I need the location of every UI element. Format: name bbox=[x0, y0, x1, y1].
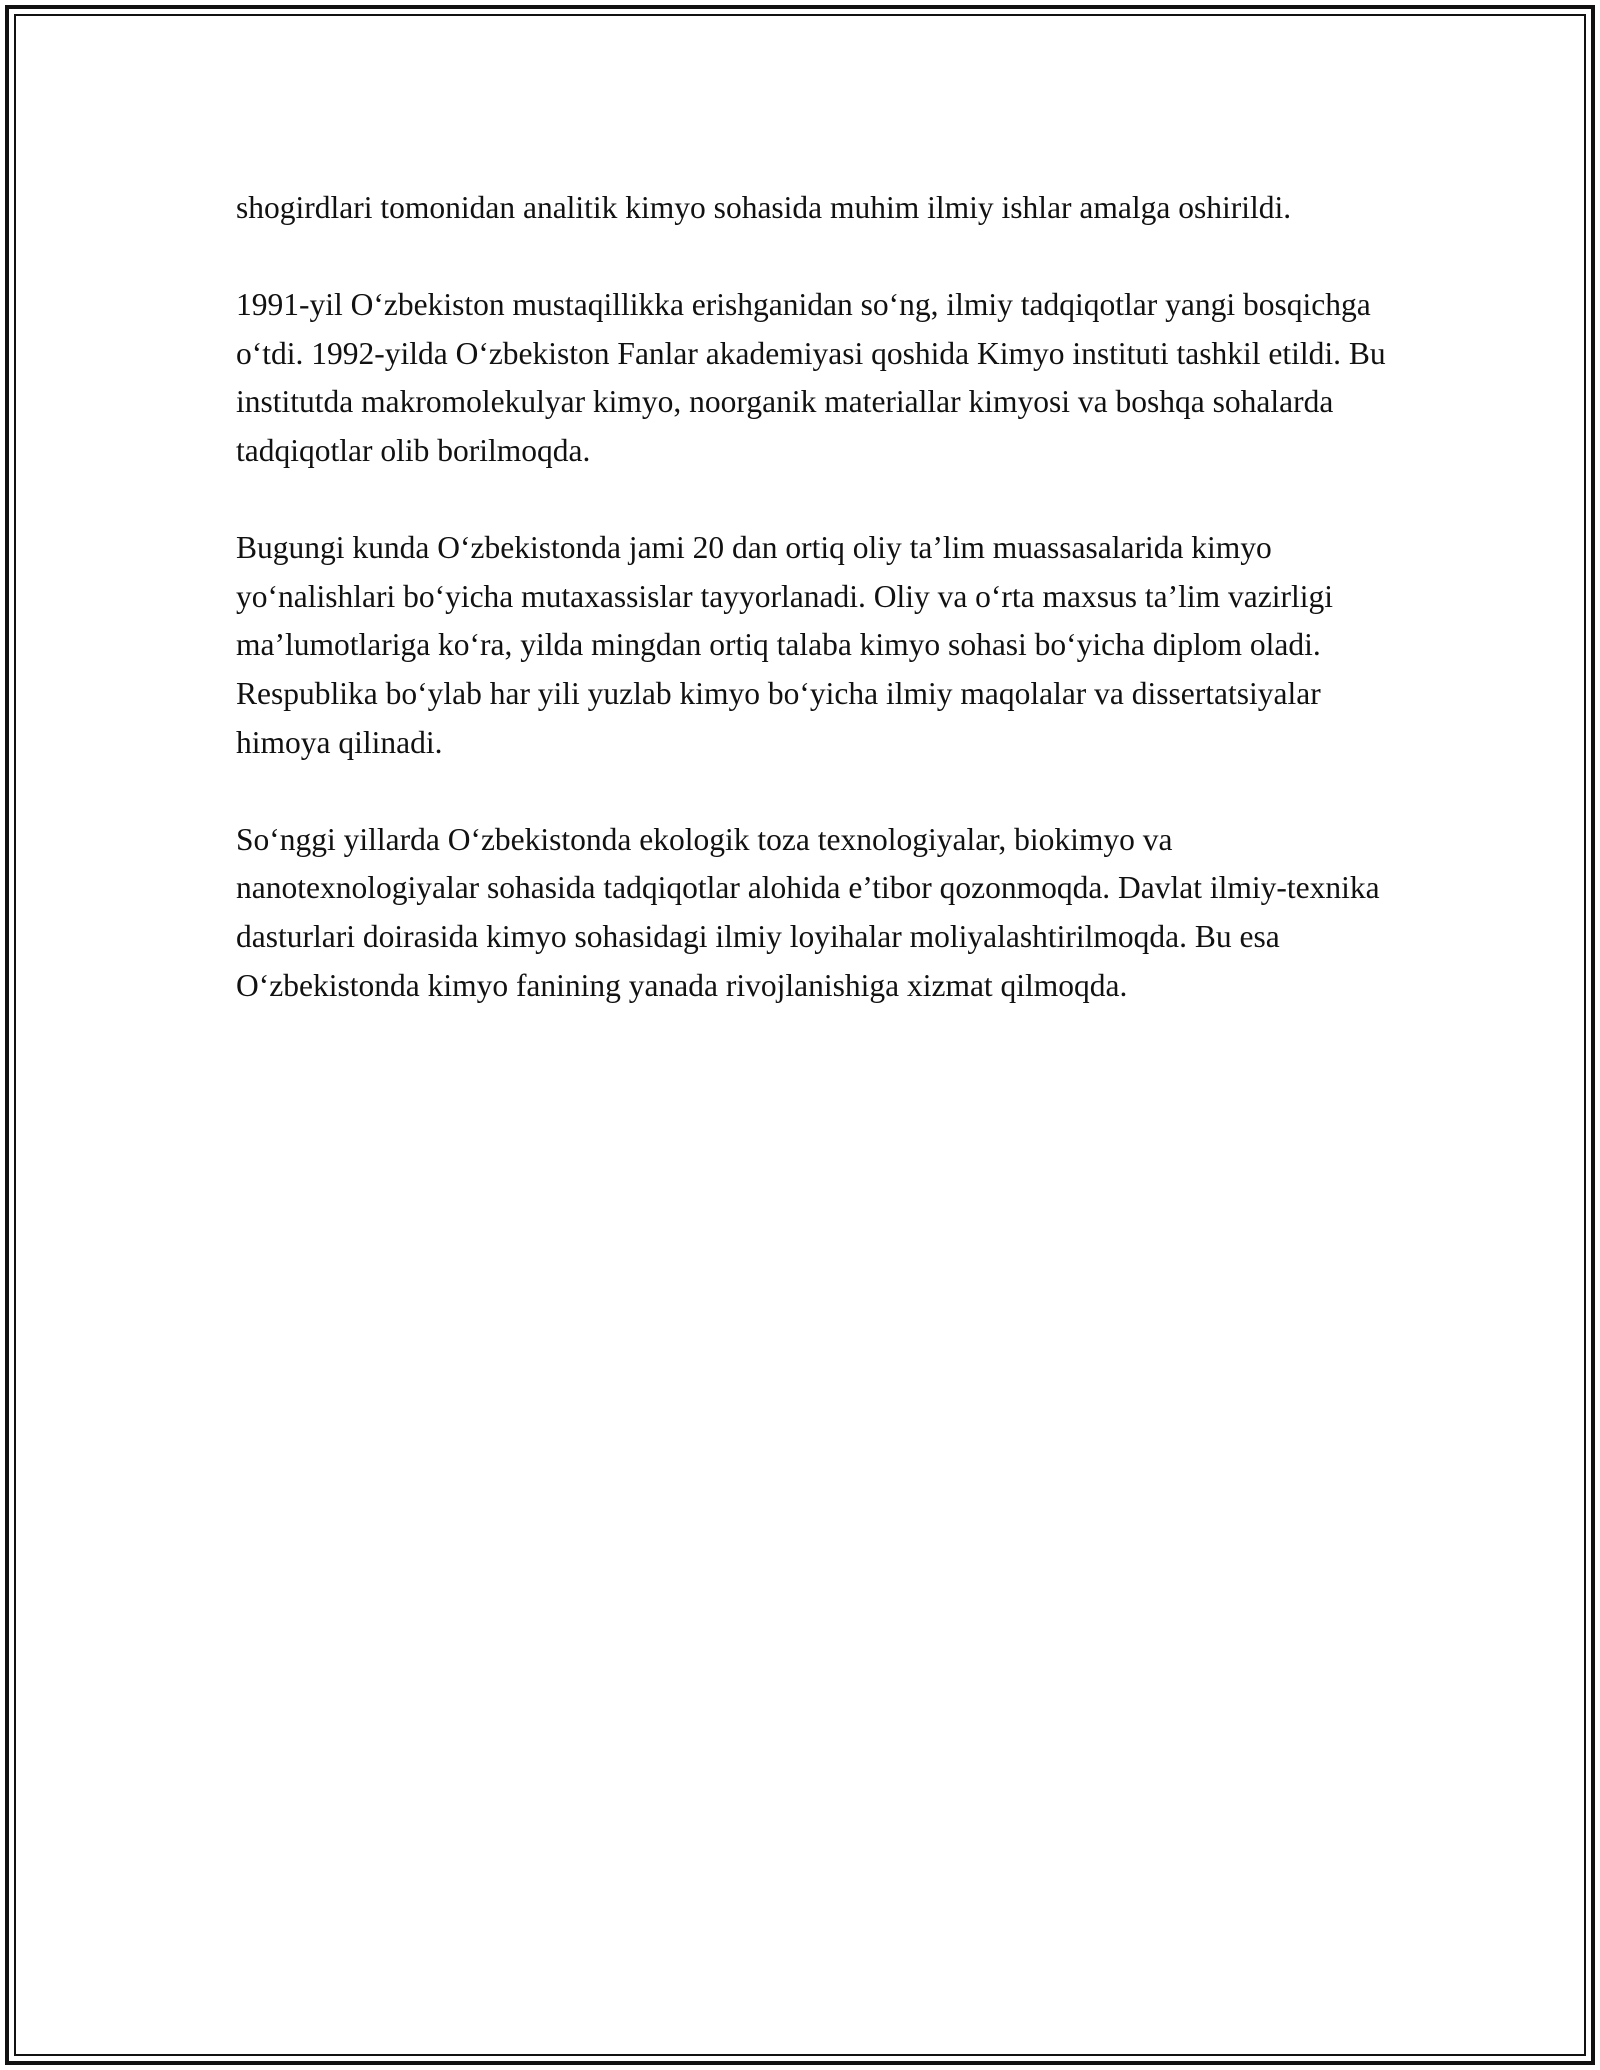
paragraph-3: Bugungi kunda O‘zbekistonda jami 20 dan ortiq oliy ta’lim muassasalarida kimyo yo‘nalishlari bo‘yicha mutaxassislar tayyorlanadi. Oliy va o‘rta maxsus ta’lim vazirligi ma’lumotlariga ko‘ra, yilda mingdan ortiq talaba kimyo sohasi bo‘yicha diplom oladi. Respublika bo‘ylab har yili yuzlab kimyo bo‘yicha ilmiy maqolalar va dissertatsiyalar himoya qilinadi. bbox=[236, 530, 1333, 760]
paragraph-2: 1991-yil O‘zbekiston mustaqillikka erishganidan so‘ng, ilmiy tadqiqotlar yangi bosqichga o‘tdi. 1992-yilda O‘zbekiston Fanlar akademiyasi qoshida Kimyo instituti tashkil etildi. Bu institutda makromolekulyar kimyo, noorganik materiallar kimyosi va boshqa sohalarda tadqiqotlar olib borilmoqda. bbox=[236, 287, 1386, 468]
document-body bbox=[236, 184, 1386, 1059]
paragraph-4: So‘nggi yillarda O‘zbekistonda ekologik toza texnologiyalar, biokimyo va nanotexnologiyalar sohasida tadqiqotlar alohida e’tibor qozonmoqda. Davlat ilmiy-texnika dasturlari doirasida kimyo sohasidagi ilmiy loyihalar moliyalashtirilmoqda. Bu esa O‘zbekistonda kimyo fanining yanada rivojlanishiga xizmat qilmoqda. bbox=[236, 821, 1380, 1003]
paragraph-1: shogirdlari tomonidan analitik kimyo sohasida muhim ilmiy ishlar amalga oshirildi. bbox=[236, 190, 1292, 225]
